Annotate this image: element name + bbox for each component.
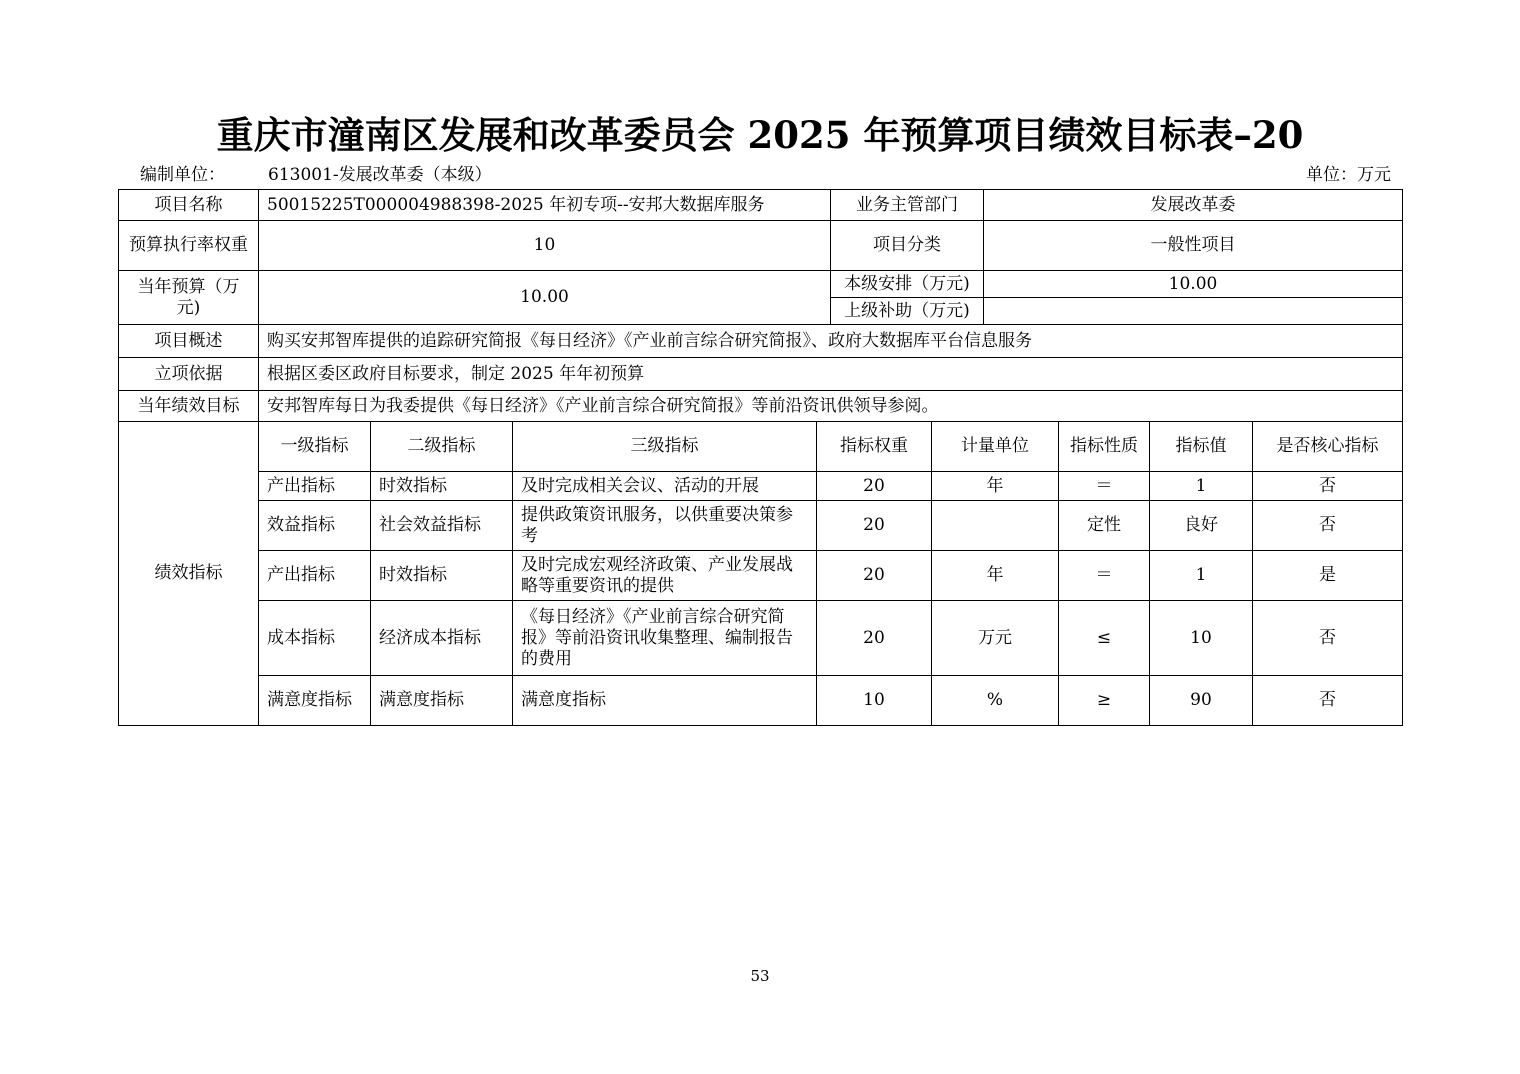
indicator-core: 否 [1253, 501, 1403, 551]
header-level3: 三级指标 [513, 422, 817, 472]
indicator-level1: 满意度指标 [259, 676, 371, 726]
indicator-level3: 满意度指标 [513, 676, 817, 726]
header-weight: 指标权重 [817, 422, 932, 472]
indicators-section-label: 绩效指标 [119, 422, 259, 726]
indicator-level1: 产出指标 [259, 551, 371, 601]
basis-label: 立项依据 [119, 358, 259, 391]
indicator-weight: 10 [817, 676, 932, 726]
own-arrangement-label: 本级安排（万元) [831, 271, 984, 298]
category-label: 项目分类 [831, 221, 984, 271]
project-name-value: 50015225T000004988398-2025 年初专项--安邦大数据库服务 [259, 190, 831, 221]
indicator-level1: 产出指标 [259, 472, 371, 501]
exec-rate-value: 10 [259, 221, 831, 271]
indicator-value: 10 [1150, 601, 1253, 676]
budget-value: 10.00 [259, 271, 831, 325]
indicator-level2: 时效指标 [371, 551, 513, 601]
indicator-weight: 20 [817, 601, 932, 676]
indicator-level2: 满意度指标 [371, 676, 513, 726]
header-core: 是否核心指标 [1253, 422, 1403, 472]
page-title: 重庆市潼南区发展和改革委员会 2025 年预算项目绩效目标表–20 [216, 113, 1304, 157]
indicator-weight: 20 [817, 501, 932, 551]
indicator-unit: 年 [932, 472, 1059, 501]
indicator-unit: % [932, 676, 1059, 726]
table-row [119, 501, 1403, 551]
money-unit: 单位：万元 [1306, 165, 1391, 185]
row-basis [119, 358, 1403, 391]
page-number: 53 [750, 967, 770, 985]
table-row [119, 601, 1403, 676]
indicator-value: 1 [1150, 472, 1253, 501]
header-level1: 一级指标 [259, 422, 371, 472]
upper-subsidy-label: 上级补助（万元) [831, 298, 984, 325]
indicator-level3: 及时完成相关会议、活动的开展 [513, 472, 817, 501]
project-name-label: 项目名称 [119, 190, 259, 221]
header-nature: 指标性质 [1059, 422, 1150, 472]
table-row [119, 472, 1403, 501]
indicator-value: 良好 [1150, 501, 1253, 551]
indicator-weight: 20 [817, 551, 932, 601]
indicator-nature: ≤ [1059, 601, 1150, 676]
indicator-core: 否 [1253, 601, 1403, 676]
indicator-header-row [119, 422, 1403, 472]
upper-subsidy-value [984, 298, 1403, 325]
overview-label: 项目概述 [119, 325, 259, 358]
org-unit-label: 编制单位： [140, 165, 225, 185]
indicator-unit: 年 [932, 551, 1059, 601]
row-project-name [119, 190, 1403, 221]
indicator-value: 90 [1150, 676, 1253, 726]
performance-target-table [118, 189, 1403, 726]
indicator-level1: 效益指标 [259, 501, 371, 551]
org-unit-value: 613001-发展改革委（本级） [268, 165, 492, 185]
row-budget-own [119, 271, 1403, 298]
goal-label: 当年绩效目标 [119, 391, 259, 422]
dept-value: 发展改革委 [984, 190, 1403, 221]
own-arrangement-value: 10.00 [984, 271, 1403, 298]
indicator-level2: 时效指标 [371, 472, 513, 501]
indicator-unit: 万元 [932, 601, 1059, 676]
indicator-level3: 《每日经济》《产业前言综合研究简报》等前沿资讯收集整理、编制报告的费用 [513, 601, 817, 676]
row-goal [119, 391, 1403, 422]
indicator-core: 是 [1253, 551, 1403, 601]
indicator-level2: 社会效益指标 [371, 501, 513, 551]
table-row [119, 676, 1403, 726]
indicator-core: 否 [1253, 676, 1403, 726]
category-value: 一般性项目 [984, 221, 1403, 271]
indicator-level3: 提供政策资讯服务，以供重要决策参考 [513, 501, 817, 551]
indicator-nature: ≥ [1059, 676, 1150, 726]
budget-label: 当年预算（万元) [119, 271, 259, 325]
indicator-level1: 成本指标 [259, 601, 371, 676]
header-level2: 二级指标 [371, 422, 513, 472]
indicator-weight: 20 [817, 472, 932, 501]
table-row [119, 551, 1403, 601]
indicator-nature: 定性 [1059, 501, 1150, 551]
basis-value: 根据区委区政府目标要求，制定 2025 年年初预算 [259, 358, 1403, 391]
indicator-core: 否 [1253, 472, 1403, 501]
goal-value: 安邦智库每日为我委提供《每日经济》《产业前言综合研究简报》等前沿资讯供领导参阅。 [259, 391, 1403, 422]
indicator-level3: 及时完成宏观经济政策、产业发展战略等重要资讯的提供 [513, 551, 817, 601]
header-value: 指标值 [1150, 422, 1253, 472]
indicator-nature: ＝ [1059, 551, 1150, 601]
row-overview [119, 325, 1403, 358]
indicator-value: 1 [1150, 551, 1253, 601]
header-unit: 计量单位 [932, 422, 1059, 472]
indicator-level2: 经济成本指标 [371, 601, 513, 676]
overview-value: 购买安邦智库提供的追踪研究简报《每日经济》《产业前言综合研究简报》、政府大数据库平台信息服务 [259, 325, 1403, 358]
indicator-unit [932, 501, 1059, 551]
dept-label: 业务主管部门 [831, 190, 984, 221]
exec-rate-label: 预算执行率权重 [119, 221, 259, 271]
indicator-nature: ＝ [1059, 472, 1150, 501]
row-exec-rate [119, 221, 1403, 271]
